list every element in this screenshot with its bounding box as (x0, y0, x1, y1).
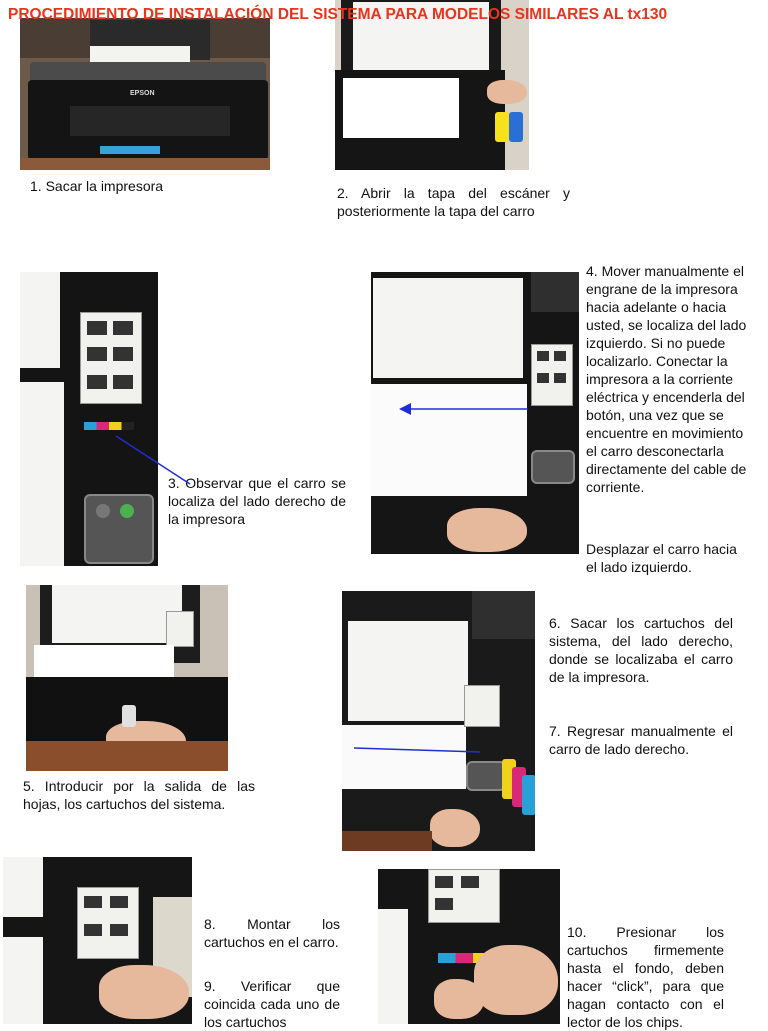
step-3-text: 3. Observar que el carro se localiza del lado derecho de la impresora (168, 475, 346, 527)
step-8-text: 8. Montar los cartuchos en el carro. (204, 916, 340, 950)
step-2-text: 2. Abrir la tapa del escáner y posteriormente la tapa del carro (337, 185, 570, 219)
step-1-text: 1. Sacar la impresora (30, 178, 164, 194)
step-10-text: 10. Presionar los cartuchos firmemente hasta el fondo, deben hacer “click”, para que hagan contacto con el lector de los chips. (567, 924, 724, 1030)
brand-logo: EPSON (130, 90, 155, 97)
step-4-text: 4. Mover manualmente el engrane de la impresora hacia adelante o hacia usted, se localiza del lado izquierdo. Si no puede localizarlo. Conectar la impresora a la corriente eléctrica y encenderla del botón, una vez que se encuentre en movimiento el carro desconectarla directamente del cable de corriente. (586, 263, 747, 495)
step-6-text: 6. Sacar los cartuchos del sistema, del lado derecho, donde se localizaba el carro de la impresora. (549, 615, 733, 685)
step-7-text: 7. Regresar manualmente el carro de lado derecho. (549, 723, 733, 757)
arrow-step-7 (354, 748, 480, 752)
page-title: PROCEDIMIENTO DE INSTALACIÓN DEL SISTEMA PARA MODELOS SIMILARES AL tx130 (8, 6, 668, 23)
step-9-text: 9. Verificar que coincida cada uno de los cartuchos (204, 978, 340, 1030)
step-5-text: 5. Introducir por la salida de las hojas, los cartuchos del sistema. (23, 778, 255, 812)
arrow-step-3 (116, 436, 190, 484)
step-4b-text: Desplazar el carro hacia el lado izquierdo. (586, 541, 737, 575)
